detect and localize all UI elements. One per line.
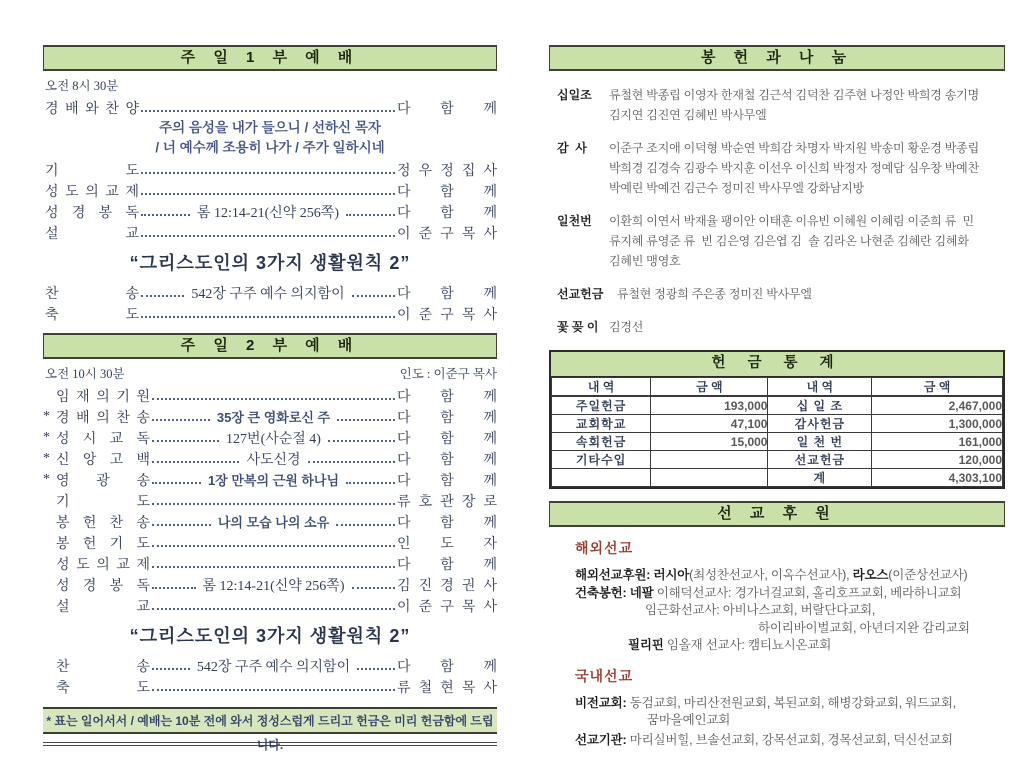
- dotted-leader: [152, 461, 239, 463]
- names-line: 류철현 정광희 주은종 정미진 박사무엘: [617, 287, 812, 301]
- liturgy-row: [43, 655, 497, 676]
- liturgy-item-person: 류 철 현 목 사: [397, 680, 497, 696]
- liturgy-item-detail: 35장 큰 영화로신 주: [216, 410, 331, 425]
- liturgy-item-person: 다 함 께: [397, 557, 497, 573]
- mission-label: 비전교회:: [575, 695, 630, 710]
- mission-text: 마리실버힐, 브솔선교회, 강목선교회, 경목선교회, 덕신선교회: [629, 732, 953, 747]
- liturgy-row: [43, 427, 497, 448]
- mission-line: [575, 732, 1005, 750]
- names-line: 박희경 김경숙 김광수 박지훈 이선우 이신희 박정자 정예담 심우창 박예찬: [609, 161, 979, 175]
- table-row: [552, 451, 1003, 469]
- liturgy-item-person: 다 함 께: [397, 286, 497, 302]
- liturgy-row: [43, 574, 497, 595]
- names-line: 김지연 김진연 김혜빈 박사무엘: [609, 108, 767, 122]
- mission-text: 동검교회, 마리산전원교회, 복된교회, 해병강화교회, 워드교회,: [629, 695, 957, 710]
- sermon-title: “그리스도인의 3가지 생활원칙 2”: [129, 253, 411, 273]
- stat-amount: [651, 451, 768, 469]
- service-time-label: 오전 8시 30분: [45, 79, 119, 93]
- dotted-leader: [336, 524, 395, 526]
- dotted-leader: [352, 295, 395, 297]
- dotted-leader: [141, 193, 395, 195]
- mission-line: [575, 567, 1005, 585]
- liturgy-item-label: 성 도 의 교 제: [56, 557, 150, 573]
- stat-category: 계: [768, 469, 872, 487]
- liturgy-row: [43, 595, 497, 616]
- mission-text: (최성찬선교사, 이옥수선교사),: [689, 568, 853, 582]
- table-header-row: [552, 378, 1003, 397]
- statistics-title: 헌 금 통 계: [551, 352, 1003, 377]
- stand-marker: *: [43, 408, 50, 424]
- overseas-mission-heading: 해외선교: [575, 540, 634, 556]
- dotted-leader: [308, 461, 395, 463]
- liturgy-item-label: 성 시 교 독: [56, 431, 150, 447]
- liturgy-item-label: 봉 헌 찬 송: [56, 515, 150, 531]
- service2-title-band: 주 일 2 부 예 배: [43, 333, 497, 359]
- dotted-leader: [152, 689, 395, 691]
- stat-amount: 120,000: [872, 451, 1003, 469]
- liturgy-item-label: 기 도: [56, 494, 150, 510]
- liturgy-item-person: 류 호 관 장 로: [397, 494, 497, 510]
- stat-category: 기타수입: [552, 451, 651, 469]
- dotted-leader: [141, 110, 395, 112]
- stat-amount: 1,300,000: [872, 415, 1003, 433]
- liturgy-item-person: 다 함 께: [397, 452, 498, 468]
- service-leader-label: 인도 : 이준구 목사: [399, 367, 497, 381]
- liturgy-item-person: 이 준 구 목 사: [397, 599, 497, 615]
- names-line: 이환희 이연서 박재율 팽이안 이태훈 이유빈 이혜원 이혜림 이준희 류 민: [609, 214, 974, 228]
- offering-category-label: 십일조: [557, 88, 592, 102]
- liturgy-item-label: 신 앙 고 백: [56, 452, 150, 468]
- col-header: 내 역: [768, 378, 872, 397]
- liturgy-item-detail: 나의 모습 나의 소유: [217, 515, 330, 530]
- dotted-leader: [152, 587, 196, 589]
- offering-names: [617, 284, 1005, 304]
- liturgy-row: [43, 532, 497, 553]
- dotted-leader: [346, 482, 395, 484]
- names-line: 이준구 조지애 이덕형 박순연 박희감 차명자 박지원 박송미 황운경 박종립: [609, 141, 979, 155]
- liturgy-item-label: 성 경 봉 독: [56, 578, 150, 594]
- liturgy-item-person: 다 함 께: [397, 205, 498, 221]
- table-row: [552, 433, 1003, 451]
- offering-names: [609, 138, 1005, 198]
- liturgy-row: [43, 303, 497, 324]
- liturgy-item-label: 경 배 와 찬 양: [45, 101, 139, 117]
- stat-category: 선교헌금: [768, 451, 872, 469]
- stat-category: 교회학교: [552, 415, 651, 433]
- mission-label: 건축봉헌: 네팔: [575, 585, 654, 600]
- dotted-leader: [141, 172, 395, 174]
- liturgy-item-label: 찬 송: [45, 286, 139, 302]
- liturgy-item-detail: 542장 구주 예수 의지함이: [191, 286, 345, 302]
- names-line: 류철현 박종립 이영자 한재철 김근석 김덕찬 김주현 나정안 박희경 송기명: [609, 88, 979, 102]
- dotted-leader: [352, 587, 396, 589]
- names-line: 김경선: [609, 320, 644, 334]
- liturgy-row: [43, 159, 497, 180]
- liturgy-item-label: 축 도: [45, 307, 139, 323]
- dotted-leader: [152, 668, 190, 670]
- mission-section: [575, 538, 1005, 749]
- liturgy-item-label: 임 재 의 기 원: [56, 389, 150, 405]
- offerings-title-band: 봉 헌 과 나 눔: [549, 45, 1005, 71]
- bulletin-left-page: [43, 45, 498, 752]
- service1-title-band: 주 일 1 부 예 배: [43, 45, 497, 71]
- col-header: 내 역: [552, 378, 651, 397]
- standing-note: * 표는 일어서서 / 예배는 10분 전에 와서 정성스럽게 드리고 헌금은 미리 헌금함에 드립니다.: [43, 707, 497, 734]
- liturgy-item-person: 다 함 께: [397, 410, 498, 426]
- liturgy-item-detail: 542장 구주 예수 의지함이: [196, 659, 351, 675]
- offering-category-label: 선교헌금: [557, 287, 604, 301]
- liturgy-item-person: 이 준 구 목 사: [397, 226, 497, 242]
- dotted-leader: [152, 524, 211, 526]
- stat-category: 십 일 조: [768, 396, 872, 415]
- liturgy-item-detail: 롬 12:14-21(신약 256쪽): [202, 578, 345, 594]
- dotted-leader: [152, 608, 395, 610]
- mission-text: 임올재 선교사: 캠티뇨시온교회: [663, 638, 832, 652]
- mission-line: [575, 712, 1005, 730]
- mission-label: 필리핀: [628, 638, 664, 652]
- stat-amount: 161,000: [872, 433, 1003, 451]
- liturgy-item-person: 다 함 께: [397, 431, 498, 447]
- names-line: 박예린 박예건 김근수 정미진 박사무엘 강화남지방: [609, 181, 864, 195]
- liturgy-item-label: 설 교: [45, 226, 139, 242]
- stand-marker: *: [43, 471, 50, 487]
- liturgy-item-person: 다 함 께: [397, 184, 497, 200]
- stand-marker: *: [43, 450, 50, 466]
- liturgy-item-label: 기 도: [45, 163, 139, 179]
- liturgy-row: [43, 490, 497, 511]
- hymn-line: / 너 예수께 조용히 나가 / 주가 일하시네: [155, 140, 385, 155]
- offering-block-thanks: [557, 138, 1005, 198]
- service2-section: [43, 364, 497, 697]
- liturgy-item-label: 성 도 의 교 제: [45, 184, 139, 200]
- stat-category: 감사헌금: [768, 415, 872, 433]
- offering-block-thousand: [557, 211, 1005, 271]
- stat-amount: 193,000: [651, 396, 768, 415]
- liturgy-item-label: 찬 송: [56, 659, 150, 675]
- mission-line: [575, 602, 1005, 620]
- dotted-leader: [141, 235, 395, 237]
- stat-amount: [651, 469, 768, 487]
- dotted-leader: [152, 503, 395, 505]
- stat-amount: 15,000: [651, 433, 768, 451]
- liturgy-item-person: 다 함 께: [397, 473, 497, 489]
- hymn-line: 주의 음성을 내가 들으니 / 선하신 목자: [159, 120, 381, 135]
- dotted-leader: [346, 214, 395, 216]
- liturgy-item-person: 정 우 정 집 사: [397, 163, 497, 179]
- mission-text: 임근화선교사: 아비나스교회, 버랄단다교회,: [645, 603, 876, 617]
- mission-text: 꿈마을예인교회: [647, 713, 731, 727]
- dotted-leader: [152, 419, 210, 421]
- mission-text: 하이리바이벌교회, 아년더지완 감리교회: [758, 620, 970, 635]
- stat-amount: 4,303,100: [872, 469, 1003, 487]
- mission-label: 선교기관:: [575, 732, 630, 747]
- liturgy-row: [43, 282, 497, 303]
- liturgy-row: [43, 201, 497, 222]
- liturgy-item-detail: 사도신경: [246, 452, 301, 468]
- liturgy-item-detail: 127번(사순절 4): [226, 431, 321, 447]
- liturgy-row: [43, 180, 497, 201]
- liturgy-row: [43, 406, 497, 427]
- names-line: 류지혜 류영준 류 빈 김은영 김은엽 김 솔 김라온 나현준 김혜란 김혜화: [609, 234, 969, 248]
- table-row: [552, 396, 1003, 415]
- dotted-leader: [357, 668, 395, 670]
- liturgy-item-label: 봉 헌 기 도: [56, 536, 150, 552]
- dotted-leader: [141, 295, 184, 297]
- mission-line: [575, 585, 1005, 603]
- dotted-leader: [152, 440, 219, 442]
- liturgy-item-person: 다 함 께: [397, 659, 497, 675]
- liturgy-row: [43, 676, 497, 697]
- dotted-leader: [141, 316, 395, 318]
- offering-statistics-box: [549, 350, 1005, 489]
- offering-category-label: 꽃 꽂 이: [557, 320, 599, 334]
- mission-title-band: 선 교 후 원: [549, 501, 1005, 527]
- statistics-table: [551, 377, 1003, 487]
- liturgy-item-detail: 1장 만복의 근원 하나님: [207, 473, 340, 488]
- stat-amount: 2,467,000: [872, 396, 1003, 415]
- mission-line: [575, 620, 1005, 638]
- offering-category-label: 감 사: [557, 141, 587, 155]
- liturgy-item-label: 설 교: [56, 599, 150, 615]
- dotted-leader: [152, 566, 395, 568]
- liturgy-row: [43, 97, 497, 118]
- liturgy-item-label: 성 경 봉 독: [45, 205, 139, 221]
- mission-line: [575, 695, 1005, 713]
- dotted-leader: [141, 214, 190, 216]
- dotted-leader: [152, 545, 395, 547]
- liturgy-item-person: 이 준 구 목 사: [397, 307, 497, 323]
- stat-category: 일 천 번: [768, 433, 872, 451]
- liturgy-row: [43, 222, 497, 243]
- dotted-leader: [152, 482, 201, 484]
- liturgy-item-person: 다 함 께: [397, 515, 497, 531]
- domestic-mission-heading: 국내선교: [575, 667, 634, 684]
- offering-block-tithe: [557, 85, 1005, 125]
- service1-time: [45, 76, 497, 94]
- liturgy-item-person: 다 함 께: [397, 101, 497, 117]
- service-time-label: 오전 10시 30분: [45, 367, 125, 381]
- table-row: [552, 415, 1003, 433]
- liturgy-item-label: 축 도: [56, 680, 150, 696]
- mission-label: 해외선교후원: 러시아: [575, 568, 690, 582]
- dotted-leader: [328, 440, 395, 442]
- offering-names: [609, 317, 1005, 337]
- liturgy-item-person: 인 도 자: [397, 536, 497, 552]
- offering-block-flowers: [557, 317, 1005, 337]
- liturgy-row: [43, 448, 497, 469]
- stand-marker: *: [43, 429, 50, 445]
- col-header: 금 액: [872, 378, 1003, 397]
- liturgy-item-person: 김 진 경 권 사: [397, 578, 498, 594]
- offering-names: [609, 211, 1005, 271]
- offering-block-mission: [557, 284, 1005, 304]
- col-header: 금 액: [651, 378, 768, 397]
- service1-section: [43, 76, 497, 324]
- table-row: [552, 469, 1003, 487]
- liturgy-item-person: 다 함 께: [397, 389, 497, 405]
- mission-label: 라오스: [852, 568, 889, 582]
- mission-line: [575, 637, 1005, 655]
- liturgy-row: [43, 553, 497, 574]
- stat-amount: 47,100: [651, 415, 768, 433]
- liturgy-row: [43, 511, 497, 532]
- dotted-leader: [337, 419, 395, 421]
- stat-category: 주일헌금: [552, 396, 651, 415]
- liturgy-item-detail: 롬 12:14-21(신약 256쪽): [197, 205, 339, 221]
- liturgy-row: [43, 469, 497, 490]
- names-line: 김혜빈 맹영호: [609, 254, 681, 268]
- offering-category-label: 일천번: [557, 214, 592, 228]
- mission-text: (이준상선교사): [888, 568, 968, 582]
- dotted-leader: [152, 398, 395, 400]
- bulletin-right-page: [549, 45, 1005, 749]
- liturgy-item-label: 경 배 의 찬 송: [56, 410, 150, 426]
- mission-text: 이해덕선교사: 경가너걸교회, 홀리호프교회, 베라하니교회: [653, 585, 962, 600]
- offering-names: [609, 85, 1005, 125]
- stat-category: 속회헌금: [552, 433, 651, 451]
- stat-category: [552, 469, 651, 487]
- liturgy-row: [43, 385, 497, 406]
- service2-time: [45, 364, 497, 382]
- sermon-title: “그리스도인의 3가지 생활원칙 2”: [129, 626, 411, 646]
- liturgy-item-label: 영 광 송: [56, 473, 150, 489]
